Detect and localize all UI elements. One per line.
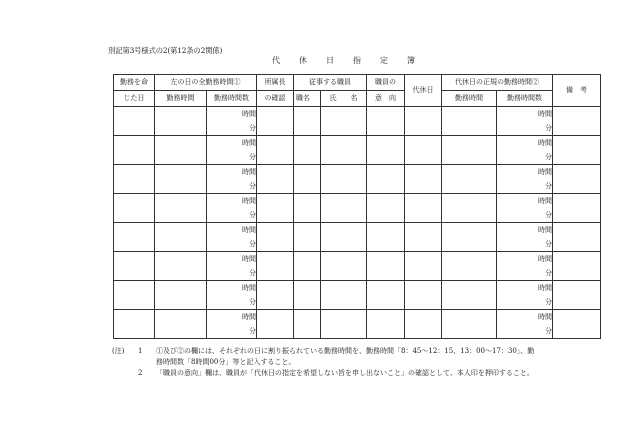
ledger-cell — [442, 194, 497, 209]
ledger-cell — [442, 107, 497, 122]
ledger-cell — [114, 165, 155, 180]
ledger-body — [114, 107, 601, 339]
ledger-cell — [257, 208, 294, 223]
hours-unit-label: 時間 — [207, 165, 257, 180]
ledger-cell — [321, 223, 367, 238]
hours-unit-label: 時間 — [497, 310, 553, 325]
title-char: 日 — [326, 56, 334, 65]
minutes-unit-label: 分 — [497, 121, 553, 136]
ledger-cell — [405, 266, 442, 281]
ledger-cell — [442, 179, 497, 194]
ledger-cell — [114, 136, 155, 151]
ledger-cell — [155, 165, 207, 180]
ledger-cell — [442, 136, 497, 151]
note-text: 務時間数「8時間00分」等と記入すること。 — [156, 358, 296, 366]
ledger-row-lower — [114, 324, 601, 339]
header-left-day-group: 左の日の全勤務時間① — [155, 75, 257, 91]
ledger-cell — [114, 281, 155, 296]
header-name: 氏 名 — [321, 91, 367, 107]
ledger-cell — [367, 150, 405, 165]
ledger-cell — [155, 295, 207, 310]
ledger-cell — [321, 165, 367, 180]
ledger-cell — [442, 237, 497, 252]
ledger-cell — [155, 194, 207, 209]
ledger-row-lower — [114, 237, 601, 252]
hours-unit-label: 時間 — [497, 107, 553, 122]
ledger-cell — [155, 310, 207, 325]
note-item-1-cont — [112, 357, 612, 368]
ledger-cell — [257, 281, 294, 296]
ledger-cell — [257, 121, 294, 136]
header-supervisor-top: 所属長 — [257, 75, 294, 91]
ledger-row — [114, 136, 601, 151]
ledger-cell — [553, 223, 601, 238]
ledger-cell — [321, 266, 367, 281]
title-char: 定 — [380, 56, 388, 65]
ledger-cell — [114, 252, 155, 267]
ledger-cell — [405, 121, 442, 136]
minutes-unit-label: 分 — [497, 208, 553, 223]
ledger-cell — [294, 295, 321, 310]
ledger-cell — [553, 310, 601, 325]
ledger-cell — [405, 252, 442, 267]
ledger-cell — [405, 281, 442, 296]
ledger-cell — [114, 295, 155, 310]
ledger-cell — [405, 208, 442, 223]
ledger-row-lower — [114, 266, 601, 281]
ledger-cell — [294, 107, 321, 122]
ledger-cell — [367, 295, 405, 310]
ledger-cell — [294, 310, 321, 325]
ledger-cell — [553, 179, 601, 194]
ledger-row-lower — [114, 121, 601, 136]
header-employee-group: 従事する職員 — [294, 75, 367, 91]
ledger-cell — [321, 208, 367, 223]
header-intent-top: 職員の — [367, 75, 405, 91]
ledger-cell — [155, 179, 207, 194]
ledger-cell — [553, 295, 601, 310]
designation-ledger-table — [113, 74, 601, 339]
ledger-cell — [405, 179, 442, 194]
ledger-cell — [442, 266, 497, 281]
hours-unit-label: 時間 — [497, 165, 553, 180]
title-char: 指 — [353, 56, 361, 65]
ledger-cell — [405, 150, 442, 165]
minutes-unit-label: 分 — [497, 179, 553, 194]
ledger-cell — [294, 121, 321, 136]
ledger-cell — [321, 310, 367, 325]
ledger-cell — [553, 136, 601, 151]
ledger-cell — [114, 310, 155, 325]
ledger-cell — [442, 121, 497, 136]
ledger-cell — [553, 107, 601, 122]
ledger-cell — [257, 165, 294, 180]
ledger-cell — [553, 252, 601, 267]
form-title — [272, 55, 415, 66]
ledger-row-lower — [114, 208, 601, 223]
ledger-cell — [257, 310, 294, 325]
ledger-row — [114, 107, 601, 122]
ledger-cell — [294, 150, 321, 165]
title-char: 代 — [272, 56, 280, 65]
note-item-1 — [112, 346, 612, 357]
ledger-cell — [442, 295, 497, 310]
minutes-unit-label: 分 — [207, 295, 257, 310]
note-number: 1 — [138, 347, 143, 355]
header-remarks: 備 考 — [553, 75, 601, 107]
ledger-cell — [114, 223, 155, 238]
ledger-cell — [405, 165, 442, 180]
ledger-cell — [155, 121, 207, 136]
ledger-cell — [155, 252, 207, 267]
minutes-unit-label: 分 — [497, 150, 553, 165]
title-char: 休 — [299, 56, 307, 65]
minutes-unit-label: 分 — [497, 295, 553, 310]
minutes-unit-label: 分 — [207, 179, 257, 194]
ledger-cell — [155, 237, 207, 252]
header-substitute-day: 代休日 — [405, 75, 442, 107]
hours-unit-label: 時間 — [207, 223, 257, 238]
ledger-cell — [367, 237, 405, 252]
ledger-cell — [405, 324, 442, 339]
minutes-unit-label: 分 — [497, 237, 553, 252]
ledger-cell — [553, 121, 601, 136]
header-sub-work-time: 勤務時間 — [442, 91, 497, 107]
ledger-cell — [367, 121, 405, 136]
header-work-hours: 勤務時間数 — [207, 91, 257, 107]
ledger-cell — [321, 179, 367, 194]
ledger-cell — [405, 107, 442, 122]
minutes-unit-label: 分 — [207, 237, 257, 252]
ledger-cell — [155, 208, 207, 223]
header-order-date-bottom: じた日 — [114, 91, 155, 107]
ledger-cell — [257, 266, 294, 281]
ledger-cell — [553, 281, 601, 296]
minutes-unit-label: 分 — [207, 121, 257, 136]
ledger-cell — [442, 208, 497, 223]
ledger-cell — [114, 237, 155, 252]
ledger-cell — [294, 179, 321, 194]
ledger-cell — [114, 194, 155, 209]
ledger-row-lower — [114, 150, 601, 165]
ledger-cell — [442, 150, 497, 165]
ledger-cell — [367, 223, 405, 238]
header-supervisor-bottom: の確認 — [257, 91, 294, 107]
ledger-cell — [553, 208, 601, 223]
minutes-unit-label: 分 — [207, 208, 257, 223]
ledger-cell — [155, 266, 207, 281]
ledger-cell — [155, 136, 207, 151]
ledger-cell — [405, 295, 442, 310]
ledger-cell — [114, 121, 155, 136]
ledger-cell — [321, 281, 367, 296]
note-text: 「職員の意向」欄は、職員が「代休日の指定を希望しない旨を申し出ないこと」の確認として、本人印を押印すること。 — [156, 369, 534, 377]
ledger-cell — [367, 324, 405, 339]
header-work-time: 勤務時間 — [155, 91, 207, 107]
ledger-cell — [294, 194, 321, 209]
ledger-cell — [367, 194, 405, 209]
minutes-unit-label: 分 — [207, 324, 257, 339]
title-char: 簿 — [407, 56, 415, 65]
hours-unit-label: 時間 — [497, 281, 553, 296]
ledger-cell — [442, 324, 497, 339]
ledger-cell — [321, 295, 367, 310]
ledger-cell — [321, 136, 367, 151]
ledger-cell — [294, 208, 321, 223]
hours-unit-label: 時間 — [497, 136, 553, 151]
ledger-cell — [257, 237, 294, 252]
ledger-row — [114, 223, 601, 238]
ledger-cell — [294, 237, 321, 252]
ledger-cell — [367, 310, 405, 325]
ledger-cell — [155, 150, 207, 165]
minutes-unit-label: 分 — [497, 324, 553, 339]
ledger-cell — [553, 150, 601, 165]
ledger-cell — [155, 223, 207, 238]
ledger-cell — [367, 179, 405, 194]
ledger-cell — [367, 281, 405, 296]
ledger-cell — [294, 252, 321, 267]
hours-unit-label: 時間 — [497, 252, 553, 267]
ledger-cell — [442, 223, 497, 238]
minutes-unit-label: 分 — [207, 266, 257, 281]
ledger-cell — [321, 252, 367, 267]
ledger-cell — [442, 310, 497, 325]
form-label: 別記第3号様式の2(第12条の2関係) — [108, 46, 223, 55]
hours-unit-label: 時間 — [207, 252, 257, 267]
ledger-cell — [367, 266, 405, 281]
ledger-cell — [405, 223, 442, 238]
notes — [112, 346, 612, 379]
ledger-cell — [294, 223, 321, 238]
ledger-cell — [257, 295, 294, 310]
note-item-2 — [112, 368, 612, 379]
header-job-title: 職名 — [294, 91, 321, 107]
ledger-cell — [367, 107, 405, 122]
note-number: 2 — [138, 369, 143, 377]
ledger-cell — [321, 121, 367, 136]
header-intent-bottom: 意 向 — [367, 91, 405, 107]
ledger-cell — [367, 136, 405, 151]
ledger-cell — [114, 208, 155, 223]
ledger-cell — [257, 150, 294, 165]
ledger-cell — [294, 324, 321, 339]
ledger-cell — [442, 281, 497, 296]
hours-unit-label: 時間 — [207, 136, 257, 151]
ledger-cell — [257, 194, 294, 209]
ledger-row — [114, 252, 601, 267]
ledger-cell — [257, 107, 294, 122]
ledger-cell — [367, 208, 405, 223]
ledger-cell — [442, 252, 497, 267]
header-sub-work-hours: 勤務時間数 — [497, 91, 553, 107]
ledger-cell — [294, 281, 321, 296]
ledger-row — [114, 310, 601, 325]
ledger-cell — [405, 310, 442, 325]
ledger-cell — [405, 194, 442, 209]
ledger-cell — [114, 150, 155, 165]
ledger-cell — [294, 136, 321, 151]
ledger-row — [114, 165, 601, 180]
ledger-cell — [553, 324, 601, 339]
ledger-cell — [321, 150, 367, 165]
notes-prefix: (注) — [112, 347, 125, 355]
minutes-unit-label: 分 — [497, 266, 553, 281]
ledger-cell — [155, 324, 207, 339]
header-substitute-group: 代休日の正規の勤務時間② — [442, 75, 553, 91]
ledger-row — [114, 281, 601, 296]
ledger-cell — [367, 165, 405, 180]
header-order-date-top: 勤務を命 — [114, 75, 155, 91]
ledger-cell — [553, 165, 601, 180]
ledger-cell — [114, 107, 155, 122]
hours-unit-label: 時間 — [497, 194, 553, 209]
ledger-cell — [294, 266, 321, 281]
ledger-cell — [442, 165, 497, 180]
hours-unit-label: 時間 — [207, 281, 257, 296]
ledger-cell — [405, 136, 442, 151]
ledger-row-lower — [114, 179, 601, 194]
ledger-cell — [553, 237, 601, 252]
hours-unit-label: 時間 — [207, 107, 257, 122]
ledger-cell — [321, 324, 367, 339]
hours-unit-label: 時間 — [207, 310, 257, 325]
ledger-cell — [405, 237, 442, 252]
hours-unit-label: 時間 — [207, 194, 257, 209]
ledger-cell — [155, 107, 207, 122]
ledger-cell — [321, 194, 367, 209]
ledger-cell — [321, 107, 367, 122]
ledger-cell — [257, 324, 294, 339]
minutes-unit-label: 分 — [207, 150, 257, 165]
ledger-cell — [553, 266, 601, 281]
ledger-cell — [257, 252, 294, 267]
ledger-cell — [114, 324, 155, 339]
ledger-cell — [321, 237, 367, 252]
ledger-cell — [294, 165, 321, 180]
ledger-row — [114, 194, 601, 209]
ledger-cell — [367, 252, 405, 267]
ledger-cell — [155, 281, 207, 296]
ledger-cell — [553, 194, 601, 209]
hours-unit-label: 時間 — [497, 223, 553, 238]
ledger-cell — [114, 179, 155, 194]
ledger-cell — [257, 179, 294, 194]
ledger-cell — [114, 266, 155, 281]
ledger-row-lower — [114, 295, 601, 310]
ledger-cell — [257, 223, 294, 238]
ledger-cell — [257, 136, 294, 151]
note-text: ①及び②の欄には、それぞれの日に割り振られている勤務時間を、勤務時間「8：45～12：15、13：00～17：30」、勤 — [156, 347, 535, 355]
